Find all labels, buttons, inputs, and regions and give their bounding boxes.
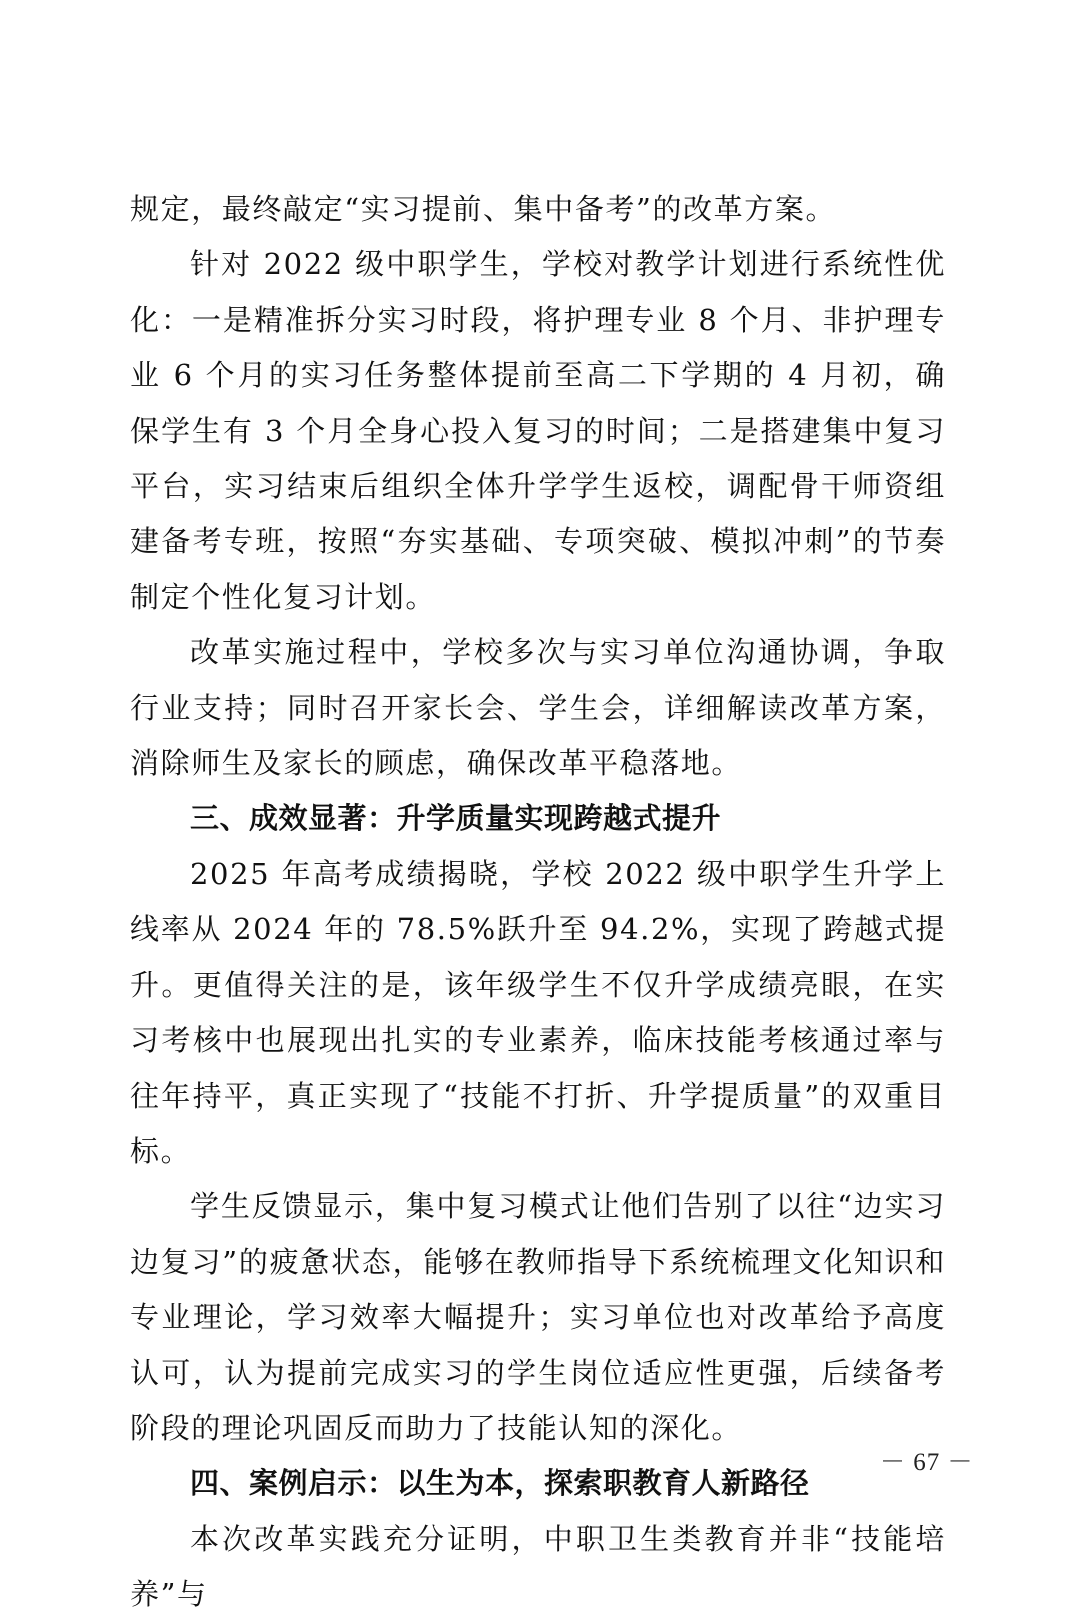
paragraph-2: 针对 2022 级中职学生，学校对教学计划进行系统性优化：一是精准拆分实习时段，将护理专业 8 个月、非护理专业 6 个月的实习任务整体提前至高二下学期的 4 月初，确保学生有 3 个月全身心投入复习的时间；二是搭建集中复习平台，实习结束后组织全体升学学生返校，调配骨干师资组建备考专班，按照“夯实基础、专项突破、模拟冲刺”的节奏制定个性化复习计划。 bbox=[130, 247, 946, 614]
section-4-heading: 四、案例启示：以生为本，探索职教育人新路径 bbox=[190, 1466, 810, 1501]
paragraph-1: 规定，最终敲定“实习提前、集中备考”的改革方案。 bbox=[130, 192, 837, 226]
page-number: － 67 － bbox=[880, 1449, 974, 1476]
section-3-paragraph-1: 2025 年高考成绩揭晓，学校 2022 级中职学生升学上线率从 2024 年的 78.5%跃升至 94.2%，实现了跨越式提升。更值得关注的是，该年级学生不仅升学成绩亮眼，在实习考核中也展现出扎实的专业素养，临床技能考核通过率与往年持平，真正实现了“技能不打折、升学提质量”的双重目标。 bbox=[130, 856, 946, 1168]
section-3-paragraph-2: 学生反馈显示，集中复习模式让他们告别了以往“边实习边复习”的疲惫状态，能够在教师指导下系统梳理文化知识和专业理论，学习效率大幅提升；实习单位也对改革给予高度认可，认为提前完成实习的学生岗位适应性更强，后续备考阶段的理论巩固反而助力了技能认知的深化。 bbox=[130, 1189, 946, 1445]
document-page bbox=[130, 182, 946, 1623]
section-4-paragraph-1: 本次改革实践充分证明，中职卫生类教育并非“技能培养”与 bbox=[130, 1521, 946, 1612]
paragraph-3: 改革实施过程中，学校多次与实习单位沟通协调，争取行业支持；同时召开家长会、学生会，详细解读改革方案，消除师生及家长的顾虑，确保改革平稳落地。 bbox=[130, 635, 946, 781]
section-3-heading: 三、成效显著：升学质量实现跨越式提升 bbox=[190, 801, 722, 836]
